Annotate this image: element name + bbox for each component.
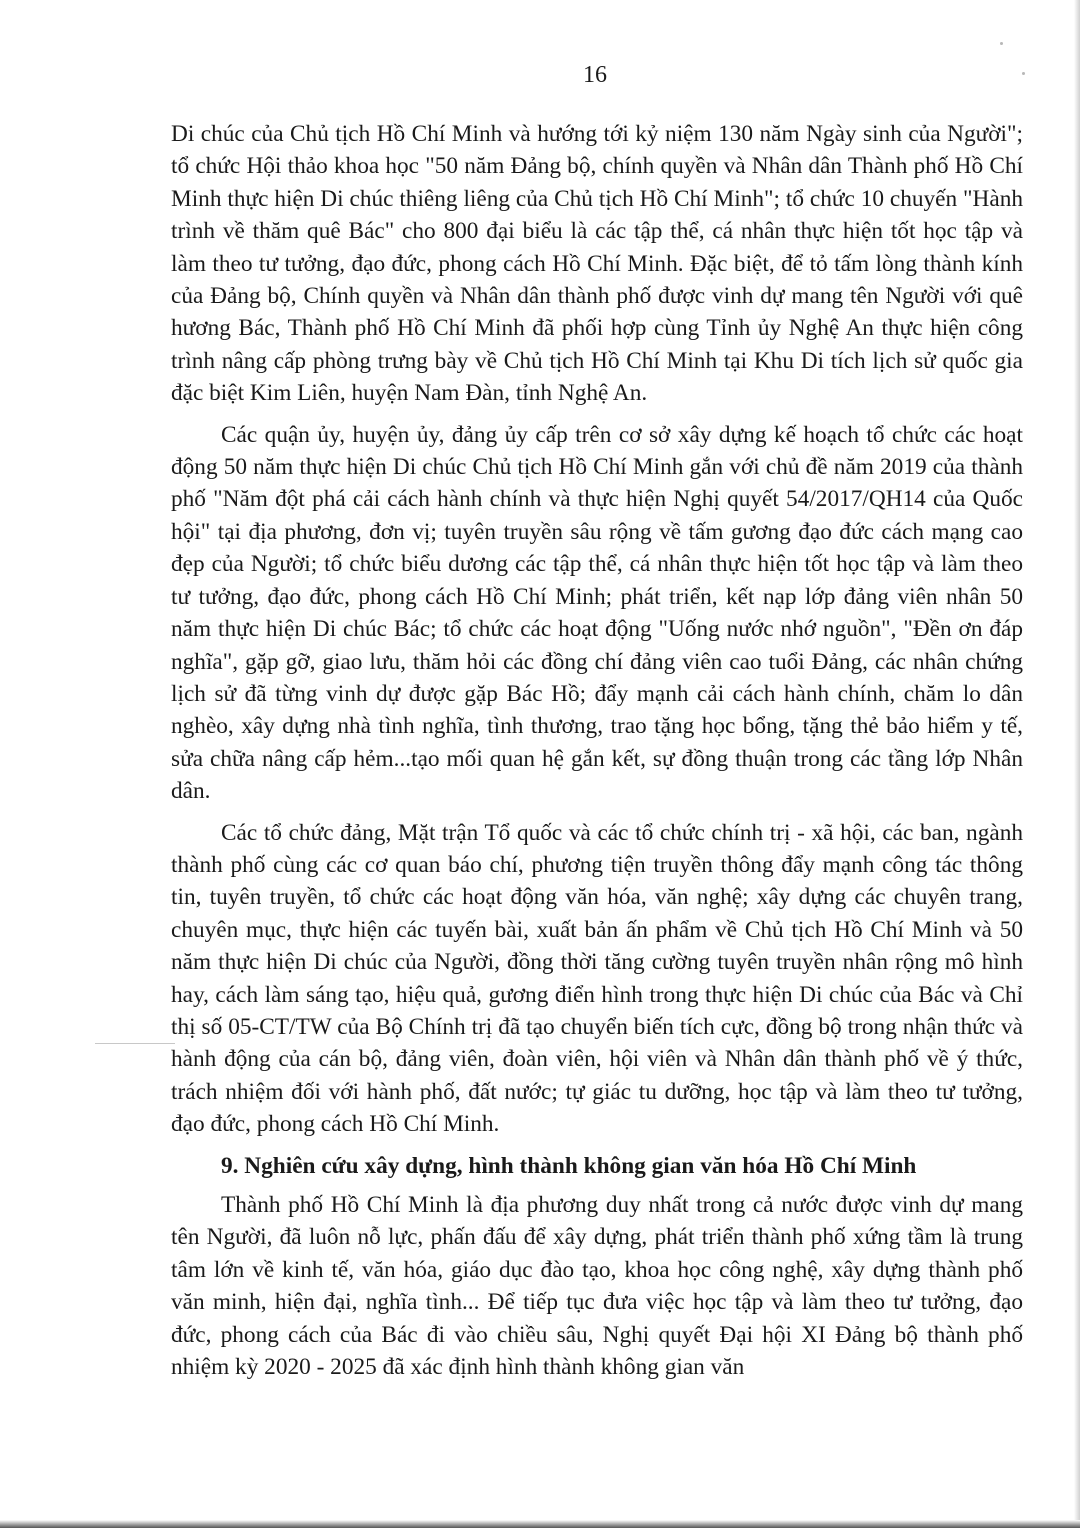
- paragraph: Các tổ chức đảng, Mặt trận Tổ quốc và các tổ chức chính trị - xã hội, các ban, ngành thành phố cùng các cơ quan báo chí, phương tiện truyền thông đẩy mạnh công tác thông tin, tuyên truyền, tổ chức các hoạt động văn hóa, văn nghệ; xây dựng các chuyên trang, chuyên mục, thực hiện các tuyến bài, xuất bản ấn phẩm về Chủ tịch Hồ Chí Minh và 50 năm thực hiện Di chúc của Người, đồng thời tăng cường tuyên truyền nhân rộng mô hình hay, cách làm sáng tạo, hiệu quả, gương điển hình trong thực hiện Di chúc của Bác và Chỉ thị số 05-CT/TW của Bộ Chính trị đã tạo chuyển biến tích cực, đồng bộ trong nhận thức và hành động của cán bộ, đảng viên, đoàn viên, hội viên và Nhân dân thành phố về ý thức, trách nhiệm đối với hành phố, đất nước; tự giác tu dưỡng, học tập và làm theo tư tưởng, đạo đức, phong cách Hồ Chí Minh.: [171, 819, 1023, 1138]
- page-number: 16: [583, 62, 607, 88]
- section-heading: 9. Nghiên cứu xây dựng, hình thành không gian văn hóa Hồ Chí Minh: [221, 1152, 917, 1179]
- scan-edge-bottom: [0, 1520, 1080, 1528]
- paragraph-continuation: Di chúc của Chủ tịch Hồ Chí Minh và hướng tới kỷ niệm 130 năm Ngày sinh của Người"; tổ chức Hội thảo khoa học "50 năm Đảng bộ, chính quyền và Nhân dân Thành phố Hồ Chí Minh thực hiện Di chúc thiêng liêng của Chủ tịch Hồ Chí Minh"; tổ chức 10 chuyến "Hành trình về thăm quê Bác" cho 800 đại biểu là các tập thể, cá nhân thực hiện tốt học tập và làm theo tư tưởng, đạo đức, phong cách Hồ Chí Minh. Đặc biệt, để tỏ tấm lòng thành kính của Đảng bộ, Chính quyền và Nhân dân thành phố được vinh dự mang tên Người với quê hương Bác, Thành phố Hồ Chí Minh đã phối hợp cùng Tỉnh ủy Nghệ An thực hiện công trình nâng cấp phòng trưng bày về Chủ tịch Hồ Chí Minh tại Khu Di tích lịch sử quốc gia đặc biệt Kim Liên, huyện Nam Đàn, tỉnh Nghệ An.: [171, 121, 1023, 407]
- document-body: [171, 118, 1023, 1392]
- scan-rule-mark: [95, 1043, 175, 1044]
- paragraph: Các quận ủy, huyện ủy, đảng ủy cấp trên cơ sở xây dựng kế hoạch tổ chức các hoạt động 50 năm thực hiện Di chúc Chủ tịch Hồ Chí Minh gắn với chủ đề năm 2019 của thành phố "Năm đột phá cải cách hành chính và thực hiện Nghị quyết 54/2017/QH14 của Quốc hội" tại địa phương, đơn vị; tuyên truyền sâu rộng về tấm gương đạo đức cách mạng cao đẹp của Người; tổ chức biểu dương các tập thể, cá nhân thực hiện tốt học tập và làm theo tư tưởng, đạo đức, phong cách Hồ Chí Minh; phát triển, kết nạp lớp đảng viên nhân 50 năm thực hiện Di chúc Bác; tổ chức các hoạt động "Uống nước nhớ nguồn", "Đền ơn đáp nghĩa", gặp gỡ, giao lưu, thăm hỏi các đồng chí đảng viên cao tuổi Đảng, các nhân chứng lịch sử đã từng vinh dự được gặp Bác Hồ; đẩy mạnh cải cách hành chính, chăm lo dân nghèo, xây dựng nhà tình nghĩa, tình thương, trao tặng học bổng, tặng thẻ bảo hiểm y tế, sửa chữa nâng cấp hẻm...tạo mối quan hệ gắn kết, sự đồng thuận trong các tầng lớp Nhân dân.: [171, 421, 1023, 805]
- scan-edge-right: [1074, 0, 1080, 1528]
- scan-speck: [1000, 42, 1003, 45]
- paragraph: Thành phố Hồ Chí Minh là địa phương duy nhất trong cả nước được vinh dự mang tên Người, đã luôn nỗ lực, phấn đấu để xây dựng, phát triển thành phố xứng tầm là trung tâm lớn về kinh tế, văn hóa, giáo dục đào tạo, khoa học công nghệ, xây dựng thành phố văn minh, hiện đại, nghĩa tình... Để tiếp tục đưa việc học tập và làm theo tư tưởng, đạo đức, phong cách của Bác đi vào chiều sâu, Nghị quyết Đại hội XI Đảng bộ thành phố nhiệm kỳ 2020 - 2025 đã xác định hình thành không gian văn: [171, 1192, 1023, 1381]
